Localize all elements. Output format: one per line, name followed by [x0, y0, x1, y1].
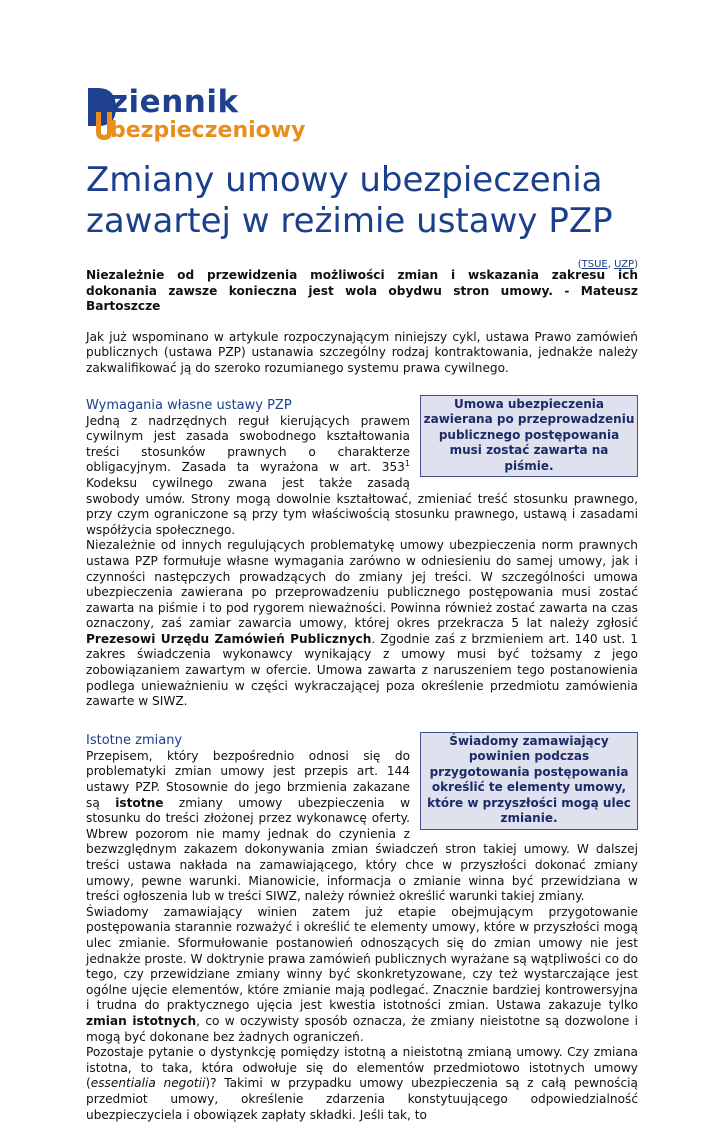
section-heading-essential-changes: Istotne zmiany — [86, 732, 183, 748]
intro-paragraph: Jak już wspominano w artykule rozpoczynającym niniejszy cykl, ustawa Prawo zamówień publicznych (ustawa PZP) ustanawia szczególny rodzaj kontraktowania, jednakże należy zakwalifikować ją do szeroko rozumianego systemu prawa cywilnego. — [86, 329, 638, 375]
callout-box-1: Umowa ubezpieczenia zawierana po przeprowadzeniu publicznego postępowania musi zostać zawarta na piśmie. — [420, 395, 638, 478]
logo — [86, 84, 326, 146]
logo-text-line2: bezpieczeniowy — [110, 118, 306, 143]
article-body — [86, 268, 638, 1123]
section-heading-requirements: Wymagania własne ustawy PZP — [86, 397, 292, 413]
article-lead: Niezależnie od przewidzenia możliwości zmian i wskazania zakresu ich dokonania zawsze konieczna jest wola obydwu stron umowy. - Mateusz Bartoszcze — [86, 268, 638, 314]
paragraph-pzp-requirements: Niezależnie od innych regulujących problematykę umowy ubezpieczenia norm prawnych ustawa PZP formułuje własne wymagania zarówno w odniesieniu do samej umowy, jak i czynności następczych prowadzących do zmiany jej treści. W szczególności umowa ubezpieczenia zawierana po przeprowadzeniu publicznego postępowania musi zostać zawarta na piśmie i to pod rygorem nieważności. Powinna również zostać zawarta na czas oznaczony, zaś zamiar zawarcia umowy, której okres przekracza 5 lat należy zgłosić Prezesowi Urzędu Zamówień Publicznych. Zgodnie zaś z brzmieniem art. 140 ust. 1 zakres świadczenia wykonawcy wynikający z umowy musi być tożsamy z jego zobowiązaniem zawartym w ofercie. Umowa zawarta z naruszeniem tego postanowienia podlega unieważnieniu w części wykraczającej poza określenie przedmiotu zamówienia zawarte w SIWZ. — [86, 538, 638, 709]
article-title: Zmiany umowy ubezpieczenia zawartej w reżimie ustawy PZP — [86, 160, 613, 241]
paragraph-art-144: Przepisem, który bezpośrednio odnosi się do problematyki zmian umowy jest przepis art. 144 ustawy PZP. Stosownie do jego brzmienia zakazane są istotne zmiany umowy ubezpieczenia w stosunku do treści złożonej przez wykonawcę oferty. Wbrew pozorom nie mamy jednak do czynienia z bezwzględnym zakazem dokonywania zmian świadczeń stron takiej umowy. W dalszej treści ustawa nakłada na zamawiającego, który chce w przyszłości dokonać zmiany umowy, pewne warunki. Mianowicie, informacja o zmianie winna być przewidziana w treści ogłoszenia lub w treści SIWZ, należy również określić warunki takiej zmiany. — [86, 748, 638, 904]
paragraph-contracting-authority: Świadomy zamawiający winien zatem już etapie obejmującym przygotowanie postępowania starannie rozważyć i określić te elementy umowy, które w przyszłości mogą ulec zmianie. Sformułowanie postanowień odnoszących się do zmian umowy nie jest jednakże proste. W doktrynie prawa zamówień publicznych wyrażane są wątpliwości co do tego, czy przewidziane zmiany winny być skonkretyzowane, czy też wystarczające jest ogólne ujęcie elementów, które zmianie mają podlegać. Znacznie bardziej kontrowersyjna i trudna do praktycznego ujęcia jest kwestia istotności zmian. Ustawa zakazuje tylko zmian istotnych, co w oczywisty sposób oznacza, że zmiany nieistotne są dozwolone i mogą być dokonane bez żadnych ograniczeń. — [86, 904, 638, 1044]
callout-box-2: Świadomy zamawiający powinien podczas przygotowania postępowania określić te elementy umowy, które w przyszłości mogą ulec zmianie. — [420, 732, 638, 830]
logo-text-line1: ziennik — [110, 84, 239, 120]
tag-link-uzp[interactable]: UZP — [614, 259, 635, 270]
tag-link-tsue[interactable]: TSUE — [581, 259, 608, 270]
tag-list: (TSUE, UZP) — [577, 259, 638, 270]
paragraph-civil-law: Jedną z nadrzędnych reguł kierujących prawem cywilnym jest zasada swobodnego kształtowania treści stosunków prawnych o charakterze obligacyjnym. Zasada ta wyrażona w art. $353^1$ Kodeksu cywilnego zwana jest także zasadą swobody umów. Strony mogą dowolnie kształtować, zmieniać treść stosunku prawnego, przy czym ograniczone są przy tym właściwością stosunku prawnego, ustawą i zasadami współżycia społecznego. — [86, 413, 638, 537]
paragraph-distinction: Pozostaje pytanie o dystynkcję pomiędzy istotną a nieistotną zmianą umowy. Czy zmiana istotna, to taka, która odwołuje się do elementów przedmiotowo istotnych umowy (essentialia negotii)? Takimi w przypadku umowy ubezpieczenia są z całą pewnością przedmiot umowy, określenie zdarzenia konstytuującego odpowiedzialność ubezpieczyciela i obowiązek zapłaty składki. Jeśli tak, to — [86, 1045, 638, 1122]
